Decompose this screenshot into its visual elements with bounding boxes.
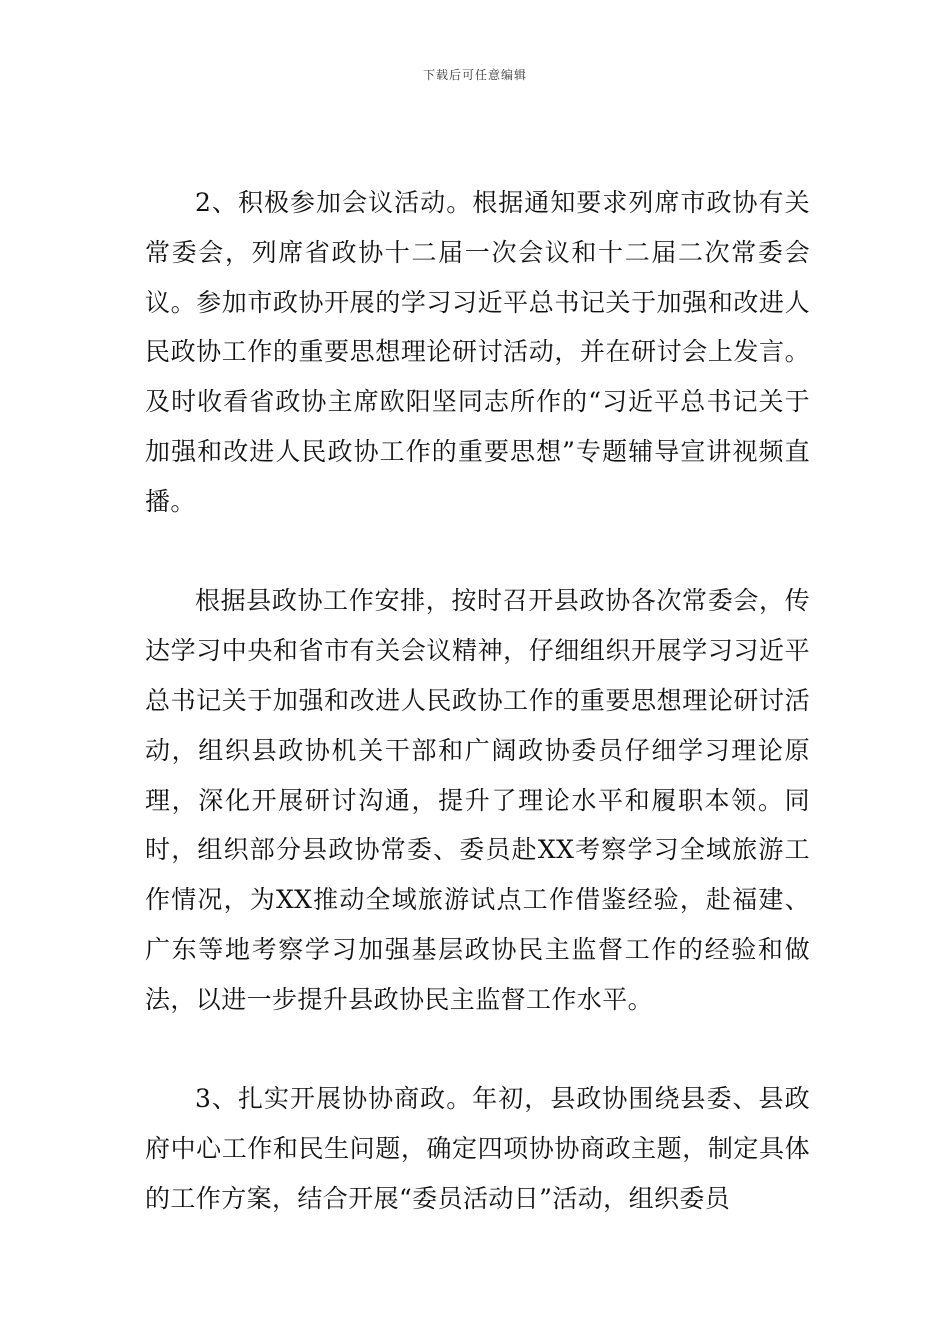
paragraph-county-work: 根据县政协工作安排，按时召开县政协各次常委会，传达学习中央和省市有关会议精神，仔细组织开展学习习近平总书记关于加强和改进人民政协工作的重要思想理论研讨活动，组织县政协机关干部和广阔政协委员仔细学习理论原理，深化开展研讨沟通，提升了理论水平和履职本领。同时，组织部分县政协常委、委员赴XX考察学习全域旅游工作情况，为XX推动全域旅游试点工作借鉴经验，赴福建、广东等地考察学习加强基层政协民主监督工作的经验和做法，以进一步提升县政协民主监督工作水平。: [145, 586, 810, 1014]
document-body: [145, 178, 810, 1224]
page-header-note: 下载后可任意编辑: [422, 68, 527, 82]
paragraph-meeting-activities: 2、积极参加会议活动。根据通知要求列席市政协有关常委会，列席省政协十二届一次会议和十二届二次常委会议。参加市政协开展的学习习近平总书记关于加强和改进人民政协工作的重要思想理论研讨活动，并在研讨会上发言。及时收看省政协主席欧阳坚同志所作的“习近平总书记关于加强和改进人民政协工作的重要思想”专题辅导宣讲视频直播。: [145, 188, 810, 516]
paragraph-consultation: 3、扎实开展协协商政。年初，县政协围绕县委、县政府中心工作和民生问题，确定四项协协商政主题，制定具体的工作方案，结合开展“委员活动日”活动，组织委员: [145, 1084, 810, 1213]
